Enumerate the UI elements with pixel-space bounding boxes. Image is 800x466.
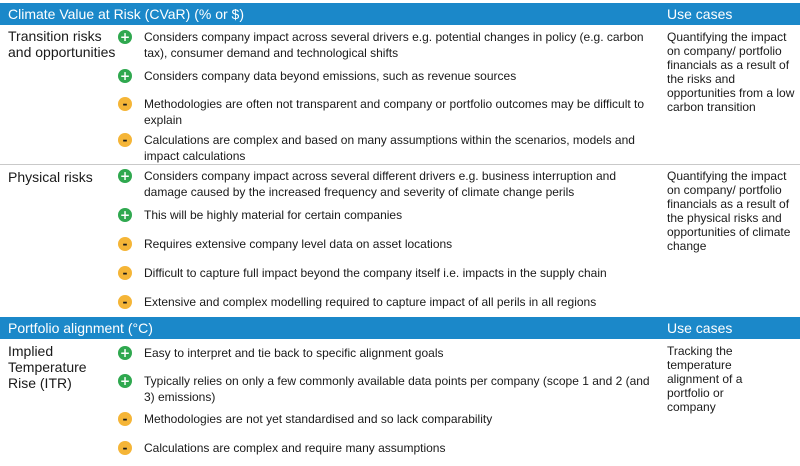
list-item [118,236,653,252]
item-text: Easy to interpret and tie back to specific alignment goals [144,346,444,360]
plus-icon: + [119,346,131,360]
item-text: Considers company impact across several different drivers e.g. business interruption and damage caused by the increased frequency and severity of climate change perils [144,169,617,199]
list-item [118,96,653,128]
list-item [118,440,653,456]
list-item [118,411,653,427]
list-item [118,345,653,361]
row-label-physical: Physical risks [8,169,93,185]
minus-icon: - [118,266,132,280]
alignment-header [0,317,800,339]
cvar-header [0,3,800,25]
minus-icon: - [118,133,132,147]
row-label-itr: Implied Temperature Rise (ITR) [8,343,87,391]
item-text: Methodologies are often not transparent and company or portfolio outcomes may be difficult to explain [144,97,645,127]
minus-icon: - [118,97,132,111]
minus-icon: - [118,237,132,251]
plus-icon: + [119,169,131,183]
plus-icon: + [119,208,131,222]
item-text: Extensive and complex modelling required to capture impact of all perils in all regions [144,295,597,309]
item-text: Methodologies are not yet standardised and so lack comparability [144,412,493,426]
row-divider [0,164,800,165]
item-text: This will be highly material for certain companies [144,208,403,222]
list-item [118,207,653,223]
list-item [118,294,653,310]
list-item [118,68,653,84]
alignment-title: Portfolio alignment (°C) [8,320,153,336]
cvar-title: Climate Value at Risk (CVaR) (% or $) [8,6,244,22]
item-text: Typically relies on only a few commonly available data points per company (scope 1 and 2 (and 3) emissions) [144,374,650,404]
use-case-physical: Quantifying the impact on company/ portfolio financials as a result of the physical risks and opportunities of climate change [667,169,791,253]
list-item [118,373,653,405]
minus-icon: - [118,412,132,426]
item-text: Considers company impact across several drivers e.g. potential changes in policy (e.g. carbon tax), consumer demand and technological shifts [144,30,644,60]
item-text: Requires extensive company level data on asset locations [144,237,453,251]
use-case-transition: Quantifying the impact on company/ portfolio financials as a result of the risks and opportunities from a low carbon transition [667,30,795,114]
list-item [118,265,653,281]
minus-icon: - [118,295,132,309]
use-case-itr: Tracking the temperature alignment of a portfolio or company [667,344,743,414]
minus-icon: - [118,441,132,455]
item-text: Calculations are complex and require many assumptions [144,441,446,455]
item-text: Calculations are complex and based on many assumptions within the scenarios, models and impact calculations [144,133,635,163]
list-item [118,29,653,61]
row-label-transition: Transition risks and opportunities [8,28,116,60]
item-text: Considers company data beyond emissions, such as revenue sources [144,69,517,83]
cvar-use-cases-header: Use cases [667,6,733,22]
plus-icon: + [119,374,131,388]
list-item [118,168,653,200]
item-text: Difficult to capture full impact beyond the company itself i.e. impacts in the supply chain [144,266,607,280]
list-item [118,132,653,164]
plus-icon: + [119,69,131,83]
alignment-use-cases-header: Use cases [667,320,733,336]
plus-icon: + [119,30,131,44]
